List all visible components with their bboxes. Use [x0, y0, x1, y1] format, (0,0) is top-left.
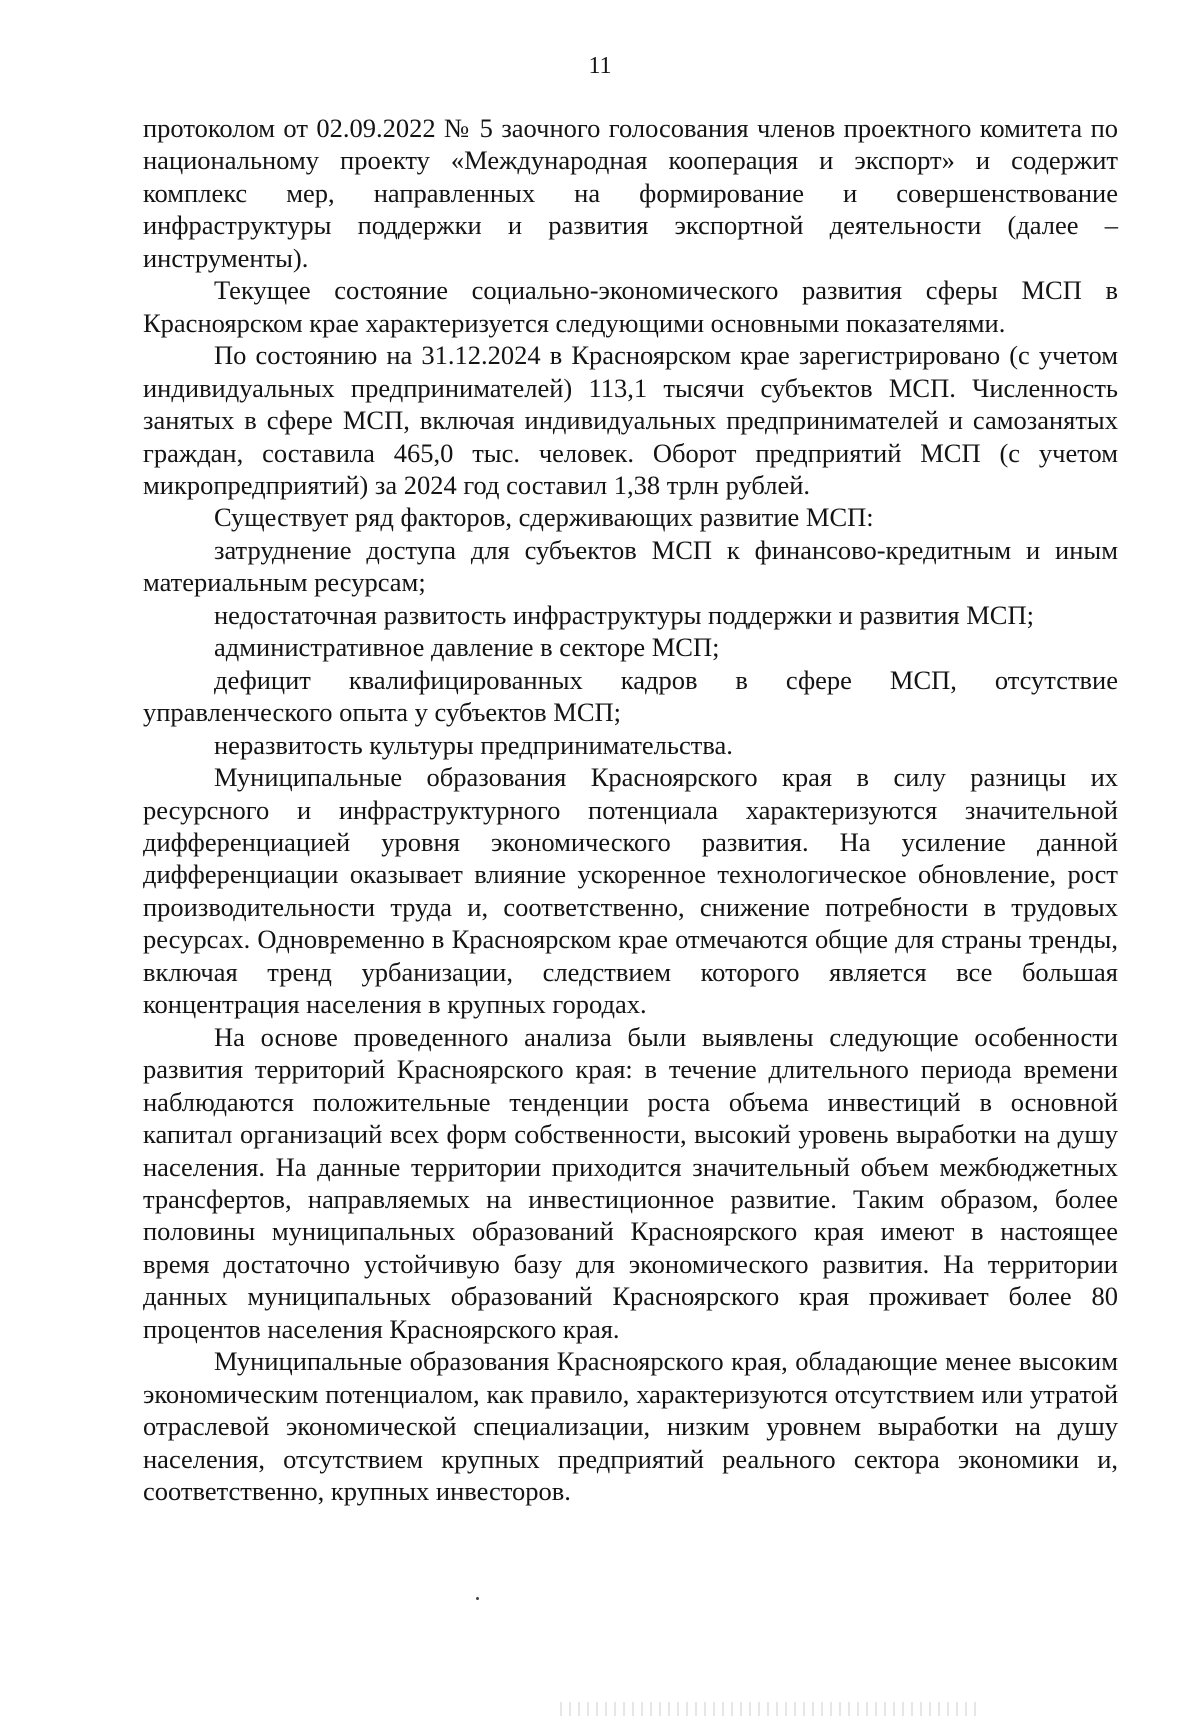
- paragraph: По состоянию на 31.12.2024 в Красноярском крае зарегистрировано (с учетом индивидуальных предпринимателей) 113,1 тысячи субъектов МСП. Численность занятых в сфере МСП, включая индивидуальных предпринимателей и самозанятых граждан, составила 465,0 тыс. человек. Оборот предприятий МСП (с учетом микропредприятий) за 2024 год составил 1,38 трлн рублей.: [143, 340, 1118, 500]
- list-item: административное давление в секторе МСП;: [214, 632, 720, 663]
- paragraph: На основе проведенного анализа были выявлены следующие особенности развития территорий Красноярского края: в течение длительного периода времени наблюдаются положительные тенденции роста объема инвестиций в основной капитал организаций всех форм собственности, высокий уровень выработки на душу населения. На данные территории приходится значительный объем межбюджетных трансфертов, направляемых на инвестиционное развитие. Таким образом, более половины муниципальных образований Красноярского края имеют в настоящее время достаточно устойчивую базу для экономического развития. На территории данных муниципальных образований Красноярского края проживает более 80 процентов населения Красноярского края.: [143, 1021, 1118, 1344]
- document-body: [143, 112, 1118, 1507]
- scan-speck: [476, 1597, 479, 1600]
- list-item: неразвитость культуры предпринимательства.: [214, 729, 733, 760]
- paragraph: Существует ряд факторов, сдерживающих развитие МСП:: [214, 502, 874, 533]
- scan-noise: [560, 1702, 980, 1716]
- paragraph: Текущее состояние социально-экономического развития сферы МСП в Красноярском крае характеризуется следующими основными показателями.: [143, 275, 1118, 338]
- paragraph: Муниципальные образования Красноярского края, обладающие менее высоким экономическим потенциалом, как правило, характеризуются отсутствием или утратой отраслевой экономической специализации, низким уровнем выработки на душу населения, отсутствием крупных предприятий реального сектора экономики и, соответственно, крупных инвесторов.: [143, 1346, 1118, 1507]
- list-item: недостаточная развитость инфраструктуры поддержки и развития МСП;: [214, 599, 1034, 630]
- paragraph: Муниципальные образования Красноярского края в силу разницы их ресурсного и инфраструктурного потенциала характеризуются значительной дифференциацией уровня экономического развития. На усиление данной дифференциации оказывает влияние ускоренное технологическое обновление, рост производительности труда и, соответственно, снижение потребности в трудовых ресурсах. Одновременно в Красноярском крае отмечаются общие для страны тренды, включая тренд урбанизации, следствием которого является все большая концентрация населения в крупных городах.: [143, 762, 1118, 1020]
- page-number: 11: [588, 53, 612, 79]
- list-item: затруднение доступа для субъектов МСП к финансово-кредитным и иным материальным ресурсам;: [143, 534, 1118, 598]
- paragraph: протоколом от 02.09.2022 № 5 заочного голосования членов проектного комитета по национальному проекту «Международная кооперация и экспорт» и содержит комплекс мер, направленных на формирование и совершенствование инфраструктуры поддержки и развития экспортной деятельности (далее – инструменты).: [143, 113, 1118, 273]
- list-item: дефицит квалифицированных кадров в сфере МСП, отсутствие управленческого опыта у субъектов МСП;: [143, 664, 1118, 728]
